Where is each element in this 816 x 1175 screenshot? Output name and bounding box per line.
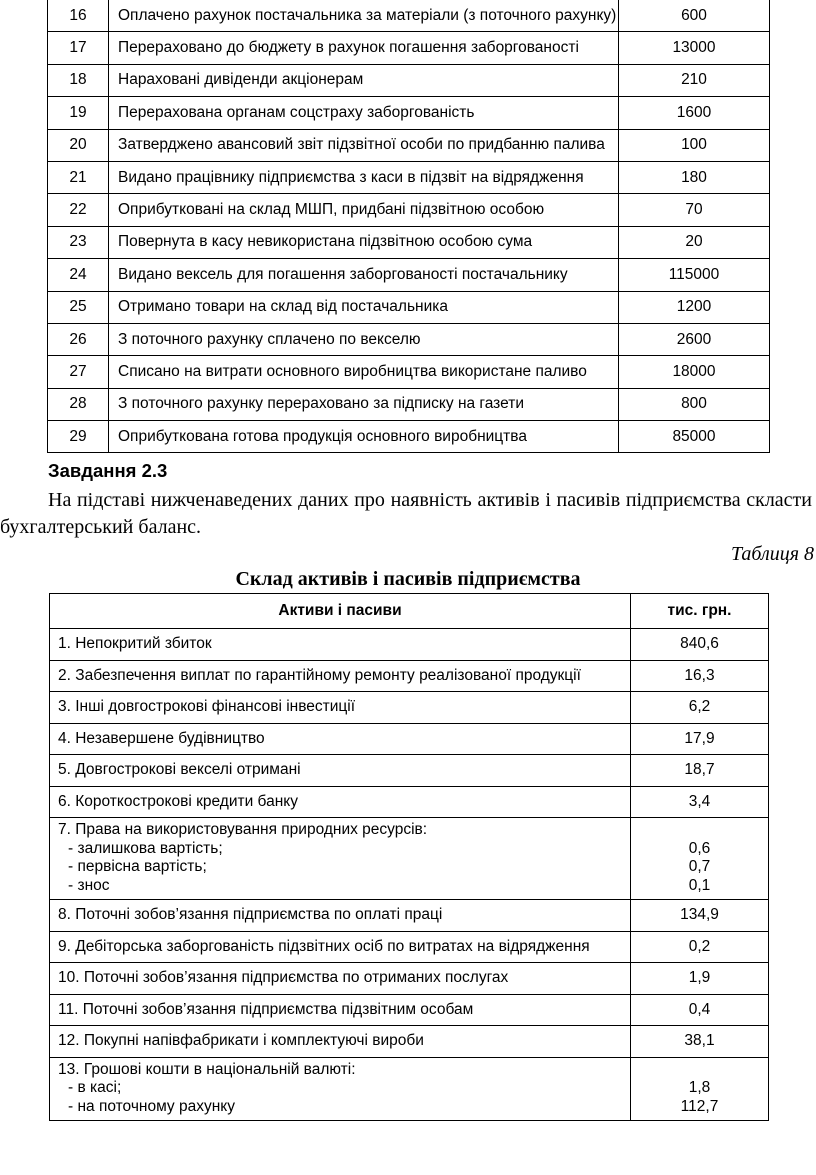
asset-value: 134,9 bbox=[631, 900, 769, 932]
operation-row bbox=[48, 64, 770, 96]
operations-table bbox=[47, 0, 770, 453]
asset-name: 3. Інші довгострокові фінансові інвестиції bbox=[50, 692, 631, 724]
operation-row bbox=[48, 97, 770, 129]
operation-row bbox=[48, 323, 770, 355]
asset-values bbox=[631, 818, 769, 900]
asset-row bbox=[50, 900, 769, 932]
operation-amount: 115000 bbox=[619, 259, 770, 291]
asset-row bbox=[50, 786, 769, 818]
asset-subitem: - залишкова вартість; bbox=[68, 839, 223, 857]
operation-number: 24 bbox=[48, 259, 109, 291]
operation-amount: 1600 bbox=[619, 97, 770, 129]
operation-amount: 1200 bbox=[619, 291, 770, 323]
operation-amount: 20 bbox=[619, 226, 770, 258]
asset-name: 5. Довгострокові векселі отримані bbox=[50, 755, 631, 787]
operation-description: Затверджено авансовий звіт підзвітної особи по придбанню палива bbox=[109, 129, 619, 161]
operation-row bbox=[48, 291, 770, 323]
asset-row bbox=[50, 723, 769, 755]
operation-number: 27 bbox=[48, 356, 109, 388]
operation-amount: 85000 bbox=[619, 421, 770, 453]
operation-number: 19 bbox=[48, 97, 109, 129]
asset-value: 18,7 bbox=[631, 755, 769, 787]
operation-row bbox=[48, 0, 770, 32]
asset-value: 0,2 bbox=[631, 931, 769, 963]
asset-row-multi bbox=[50, 1057, 769, 1121]
operation-number: 16 bbox=[48, 0, 109, 32]
operation-description: Повернута в касу невикористана підзвітною особою сума bbox=[109, 226, 619, 258]
operation-row bbox=[48, 32, 770, 64]
asset-name: 9. Дебіторська заборгованість підзвітних осіб по витратах на відрядження bbox=[50, 931, 631, 963]
asset-value: 3,4 bbox=[631, 786, 769, 818]
operation-row bbox=[48, 388, 770, 420]
asset-subitem: - знос bbox=[68, 876, 110, 894]
asset-name: 10. Поточні зобов’язання підприємства по отриманих послугах bbox=[50, 963, 631, 995]
asset-name bbox=[50, 1057, 631, 1121]
asset-row bbox=[50, 660, 769, 692]
operation-amount: 13000 bbox=[619, 32, 770, 64]
asset-subvalue: 1,8 bbox=[688, 1079, 711, 1096]
task-text: На підставі нижченаведених даних про наявність активів і пасивів підприємства скласти бухгалтерський баланс. bbox=[0, 489, 812, 538]
asset-subvalue: 0,6 bbox=[688, 839, 711, 857]
header-name-cell: Активи і пасиви bbox=[50, 594, 631, 629]
operation-amount: 18000 bbox=[619, 356, 770, 388]
asset-value: 1,9 bbox=[631, 963, 769, 995]
asset-row bbox=[50, 629, 769, 661]
operation-row bbox=[48, 129, 770, 161]
asset-row bbox=[50, 994, 769, 1026]
asset-row-multi bbox=[50, 818, 769, 900]
operation-amount: 600 bbox=[619, 0, 770, 32]
operation-number: 26 bbox=[48, 323, 109, 355]
operation-description: Оприбуткована готова продукція основного виробництва bbox=[109, 421, 619, 453]
operation-amount: 70 bbox=[619, 194, 770, 226]
asset-row bbox=[50, 692, 769, 724]
operation-description: Перераховано до бюджету в рахунок погашення заборгованості bbox=[109, 32, 619, 64]
asset-name: 6. Короткострокові кредити банку bbox=[50, 786, 631, 818]
operation-description: Оприбутковані на склад МШП, придбані підзвітною особою bbox=[109, 194, 619, 226]
asset-value: 840,6 bbox=[631, 629, 769, 661]
operation-amount: 2600 bbox=[619, 323, 770, 355]
operations-table-body bbox=[48, 0, 770, 453]
operation-number: 22 bbox=[48, 194, 109, 226]
asset-subitem: - на поточному рахунку bbox=[68, 1097, 235, 1115]
operation-number: 17 bbox=[48, 32, 109, 64]
operation-number: 21 bbox=[48, 161, 109, 193]
operation-description: З поточного рахунку сплачено по векселю bbox=[109, 323, 619, 355]
operation-number: 20 bbox=[48, 129, 109, 161]
asset-row bbox=[50, 963, 769, 995]
asset-row bbox=[50, 931, 769, 963]
asset-group-title: 7. Права на використовування природних ресурсів: bbox=[58, 821, 428, 838]
asset-value: 0,4 bbox=[631, 994, 769, 1026]
operation-row bbox=[48, 161, 770, 193]
operation-amount: 210 bbox=[619, 64, 770, 96]
assets-table bbox=[49, 593, 769, 1121]
asset-name: 1. Непокритий збиток bbox=[50, 629, 631, 661]
operation-number: 29 bbox=[48, 421, 109, 453]
asset-value: 38,1 bbox=[631, 1026, 769, 1058]
operation-description: Перерахована органам соцстраху заборгованість bbox=[109, 97, 619, 129]
assets-table-body bbox=[50, 594, 769, 1121]
operation-row bbox=[48, 194, 770, 226]
asset-subvalue: 112,7 bbox=[680, 1097, 719, 1115]
asset-subitem: - в касі; bbox=[68, 1079, 122, 1096]
asset-subvalue: 0,1 bbox=[688, 876, 711, 894]
asset-value: 16,3 bbox=[631, 660, 769, 692]
asset-value: 17,9 bbox=[631, 723, 769, 755]
operation-number: 23 bbox=[48, 226, 109, 258]
operation-number: 28 bbox=[48, 388, 109, 420]
operation-number: 18 bbox=[48, 64, 109, 96]
operation-description: Видано вексель для погашення заборгованості постачальнику bbox=[109, 259, 619, 291]
operation-row bbox=[48, 421, 770, 453]
header-value-cell: тис. грн. bbox=[631, 594, 769, 629]
operation-amount: 100 bbox=[619, 129, 770, 161]
asset-name: 4. Незавершене будівництво bbox=[50, 723, 631, 755]
operation-description: Оплачено рахунок постачальника за матеріали (з поточного рахунку) bbox=[109, 0, 619, 32]
asset-group-title: 13. Грошові кошти в національній валюті: bbox=[58, 1060, 356, 1078]
operation-row bbox=[48, 259, 770, 291]
asset-subitem: - первісна вартість; bbox=[68, 858, 207, 875]
operation-amount: 800 bbox=[619, 388, 770, 420]
operation-description: Нараховані дивіденди акціонерам bbox=[109, 64, 619, 96]
operation-amount: 180 bbox=[619, 161, 770, 193]
assets-table-header bbox=[50, 594, 769, 629]
operation-description: Списано на витрати основного виробництва використане паливо bbox=[109, 356, 619, 388]
asset-name: 11. Поточні зобов’язання підприємства підзвітним особам bbox=[50, 994, 631, 1026]
asset-values bbox=[631, 1057, 769, 1121]
table-caption: Таблиця 8 bbox=[731, 543, 814, 565]
table-title: Склад активів і пасивів підприємства bbox=[235, 568, 581, 590]
asset-name: 8. Поточні зобов’язання підприємства по оплаті праці bbox=[50, 900, 631, 932]
asset-name: 12. Покупні напівфабрикати і комплектуючі вироби bbox=[50, 1026, 631, 1058]
asset-value: 6,2 bbox=[631, 692, 769, 724]
operation-description: З поточного рахунку перераховано за підписку на газети bbox=[109, 388, 619, 420]
operation-description: Видано працівнику підприємства з каси в підзвіт на відрядження bbox=[109, 161, 619, 193]
asset-name bbox=[50, 818, 631, 900]
operation-number: 25 bbox=[48, 291, 109, 323]
asset-row bbox=[50, 1026, 769, 1058]
operation-row bbox=[48, 226, 770, 258]
asset-subvalue: 0,7 bbox=[688, 858, 711, 875]
task-title: Завдання 2.3 bbox=[48, 460, 168, 481]
asset-name: 2. Забезпечення виплат по гарантійному ремонту реалізованої продукції bbox=[50, 660, 631, 692]
operation-row bbox=[48, 356, 770, 388]
asset-row bbox=[50, 755, 769, 787]
operation-description: Отримано товари на склад від постачальника bbox=[109, 291, 619, 323]
